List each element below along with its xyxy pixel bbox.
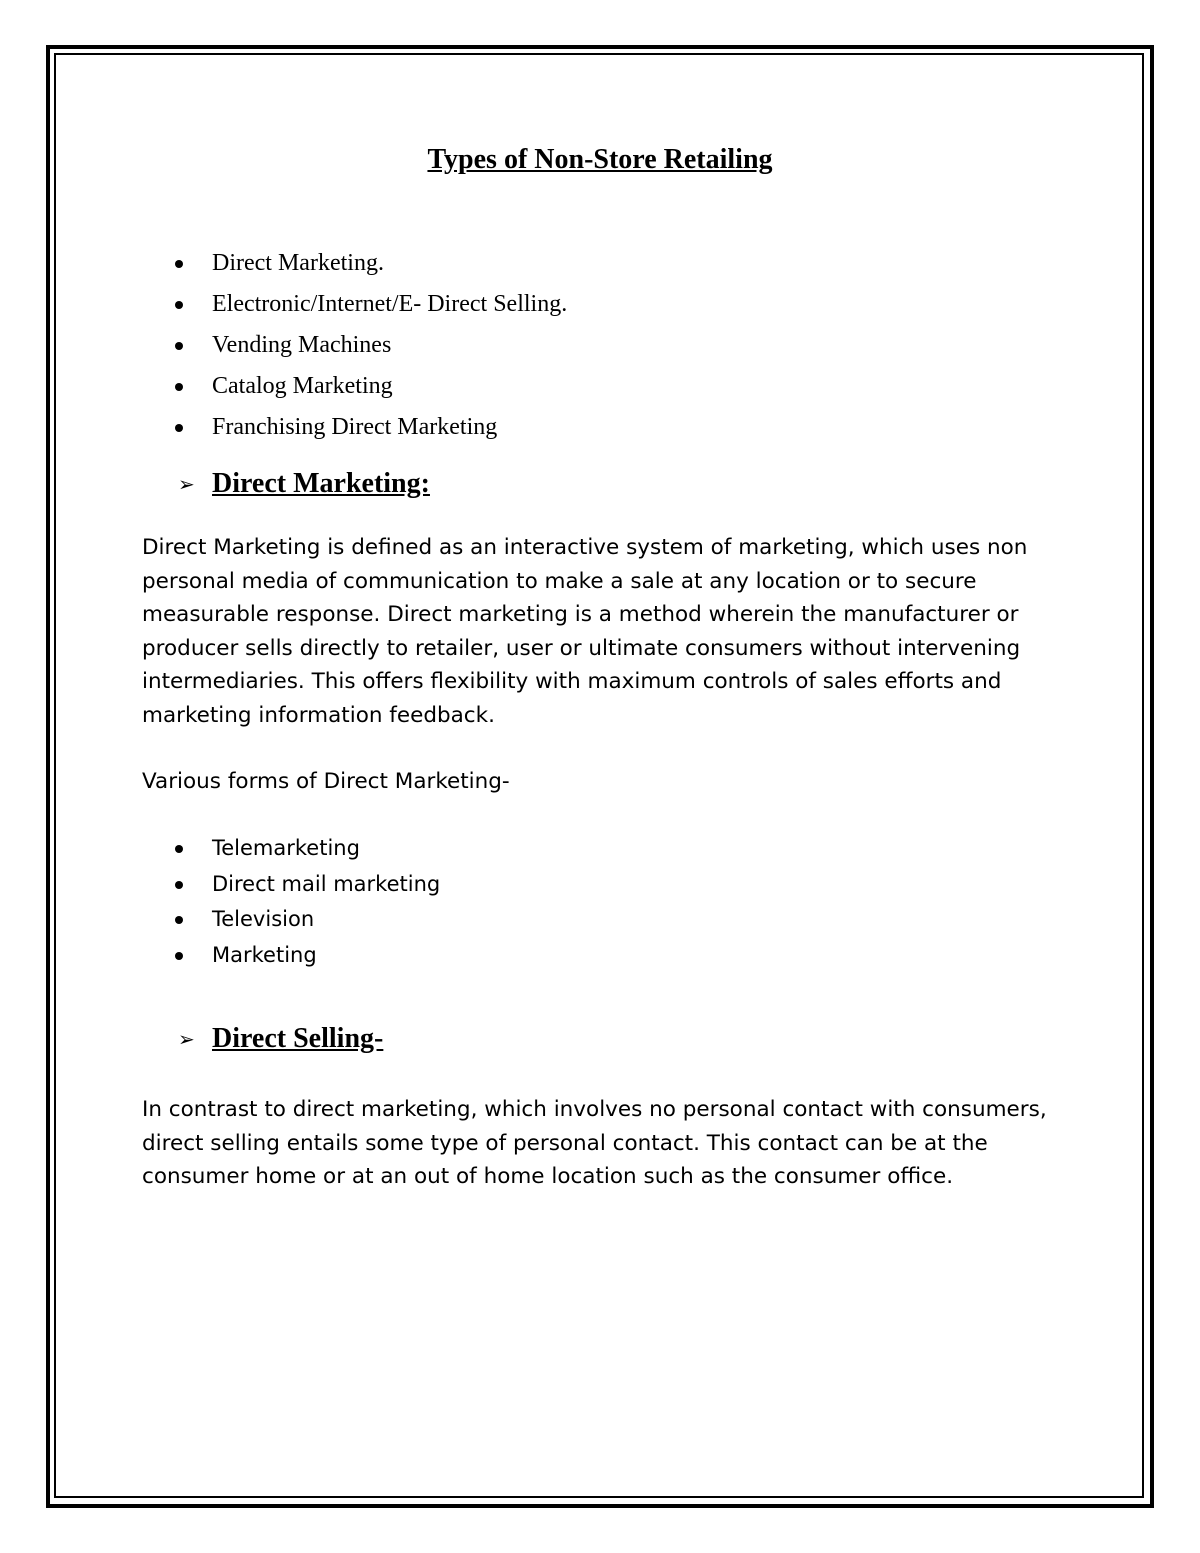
list-item-text: Catalog Marketing (212, 373, 393, 399)
direct-selling-paragraph: In contrast to direct marketing, which involves no personal contact with consumers, direct selling entails some type of personal contact. This contact can be at the consumer home or at an out of home location such as the consumer office. (142, 1097, 1047, 1189)
list-item-text: Vending Machines (212, 332, 392, 358)
bullet-icon (175, 260, 183, 268)
arrowhead-bullet-icon: ➢ (178, 1027, 195, 1051)
list-item-text: Direct Marketing. (212, 250, 384, 276)
list-item (212, 248, 567, 289)
types-list (212, 248, 567, 453)
direct-marketing-heading (178, 468, 430, 500)
direct-selling-heading (178, 1023, 383, 1055)
bullet-icon (175, 845, 183, 853)
list-item (212, 412, 567, 453)
direct-marketing-forms-intro: Various forms of Direct Marketing- (142, 769, 510, 794)
list-item (212, 905, 440, 941)
list-item-text: Electronic/Internet/E- Direct Selling. (212, 291, 568, 317)
direct-selling-heading-label: Direct Selling- (212, 1023, 384, 1054)
bullet-icon (175, 916, 183, 924)
bullet-icon (175, 424, 183, 432)
direct-marketing-heading-label: Direct Marketing: (212, 468, 430, 499)
list-item (212, 870, 440, 906)
list-item-text: Franchising Direct Marketing (212, 414, 498, 440)
list-item-text: Direct mail marketing (212, 871, 441, 896)
bullet-icon (175, 952, 183, 960)
list-item (212, 371, 567, 412)
list-item (212, 330, 567, 371)
direct-marketing-paragraph: Direct Marketing is defined as an interactive system of marketing, which uses non personal media of communication to make a sale at any location or to secure measurable response. Direct marketing is a method wherein the manufacturer or producer sells directly to retailer, user or ultimate consumers without intervening intermediaries. This offers flexibility with maximum controls of sales efforts and marketing information feedback. (142, 535, 1028, 728)
bullet-icon (175, 881, 183, 889)
arrowhead-bullet-icon: ➢ (178, 472, 195, 496)
list-item (212, 941, 440, 977)
list-item (212, 834, 440, 870)
list-item-text: Television (212, 907, 315, 931)
page-title: Types of Non-Store Retailing (427, 144, 773, 175)
bullet-icon (175, 383, 183, 391)
bullet-icon (175, 342, 183, 350)
list-item (212, 289, 567, 330)
direct-marketing-forms-list (212, 834, 440, 976)
bullet-icon (175, 301, 183, 309)
list-item-text: Marketing (212, 942, 317, 967)
list-item-text: Telemarketing (212, 836, 360, 860)
